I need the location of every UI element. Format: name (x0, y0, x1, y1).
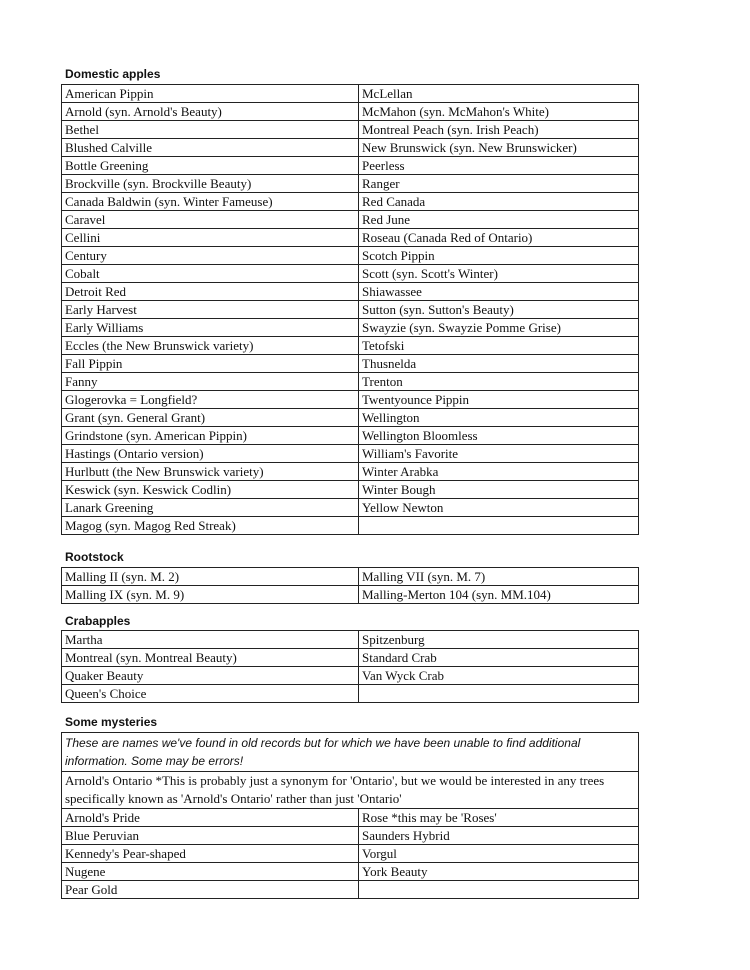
table-row (62, 863, 639, 881)
table-row (62, 85, 639, 103)
variety-cell-right: Standard Crab (359, 649, 639, 667)
variety-cell-left: Blue Peruvian (62, 827, 359, 845)
table-row (62, 265, 639, 283)
variety-cell-left: Cellini (62, 229, 359, 247)
variety-cell-right: Wellington Bloomless (359, 427, 639, 445)
variety-cell-right (359, 685, 639, 703)
variety-cell-left: Early Harvest (62, 301, 359, 319)
variety-cell-left: Hastings (Ontario version) (62, 445, 359, 463)
table-row (62, 139, 639, 157)
rootstock-rows (62, 568, 639, 604)
table-row (62, 319, 639, 337)
table-row (62, 103, 639, 121)
domestic-apples-rows (62, 85, 639, 535)
table-row (62, 409, 639, 427)
variety-cell-right: Malling VII (syn. M. 7) (359, 568, 639, 586)
variety-cell-left: Lanark Greening (62, 499, 359, 517)
table-row (62, 355, 639, 373)
table-row (62, 667, 639, 685)
table-row (62, 229, 639, 247)
variety-cell-left: Arnold's Pride (62, 809, 359, 827)
table-row (62, 373, 639, 391)
table-row (62, 193, 639, 211)
section-heading-some-mysteries: Some mysteries (65, 715, 158, 729)
variety-cell-left: Detroit Red (62, 283, 359, 301)
variety-cell-left: Cobalt (62, 265, 359, 283)
variety-cell-left: Keswick (syn. Keswick Codlin) (62, 481, 359, 499)
variety-cell-left: Fall Pippin (62, 355, 359, 373)
table-row (62, 427, 639, 445)
mysteries-wide-entry: Arnold's Ontario *This is probably just a synonym for 'Ontario', but we would be interested in any trees specifically known as 'Arnold's Ontario' rather than just 'Ontario' (62, 772, 639, 809)
variety-cell-left: American Pippin (62, 85, 359, 103)
variety-cell-left: Fanny (62, 373, 359, 391)
table-row (62, 685, 639, 703)
variety-cell-left: Arnold (syn. Arnold's Beauty) (62, 103, 359, 121)
variety-cell-right: Ranger (359, 175, 639, 193)
section-heading-rootstock: Rootstock (65, 550, 124, 564)
variety-cell-left: Nugene (62, 863, 359, 881)
variety-cell-left: Malling II (syn. M. 2) (62, 568, 359, 586)
mysteries-wide-row (62, 772, 639, 809)
variety-cell-right: York Beauty (359, 863, 639, 881)
table-row (62, 301, 639, 319)
variety-cell-left: Century (62, 247, 359, 265)
variety-cell-right: Wellington (359, 409, 639, 427)
table-row (62, 157, 639, 175)
variety-cell-left: Brockville (syn. Brockville Beauty) (62, 175, 359, 193)
variety-cell-right: Winter Arabka (359, 463, 639, 481)
table-row (62, 809, 639, 827)
variety-cell-right: Thusnelda (359, 355, 639, 373)
variety-cell-right: Saunders Hybrid (359, 827, 639, 845)
variety-cell-left: Grant (syn. General Grant) (62, 409, 359, 427)
variety-cell-right (359, 881, 639, 899)
table-row (62, 586, 639, 604)
variety-cell-right: Vorgul (359, 845, 639, 863)
variety-cell-right: Twentyounce Pippin (359, 391, 639, 409)
variety-cell-right: Spitzenburg (359, 631, 639, 649)
variety-cell-left: Malling IX (syn. M. 9) (62, 586, 359, 604)
table-row (62, 568, 639, 586)
variety-cell-right: Roseau (Canada Red of Ontario) (359, 229, 639, 247)
variety-cell-left: Magog (syn. Magog Red Streak) (62, 517, 359, 535)
variety-cell-left: Kennedy's Pear-shaped (62, 845, 359, 863)
variety-cell-right: McLellan (359, 85, 639, 103)
variety-cell-right: Trenton (359, 373, 639, 391)
table-row (62, 391, 639, 409)
variety-cell-left: Quaker Beauty (62, 667, 359, 685)
mysteries-rows (62, 733, 639, 899)
table-row (62, 881, 639, 899)
variety-cell-right: William's Favorite (359, 445, 639, 463)
section-heading-domestic-apples: Domestic apples (65, 67, 161, 81)
table-row (62, 649, 639, 667)
variety-cell-right: Sutton (syn. Sutton's Beauty) (359, 301, 639, 319)
variety-cell-right: Winter Bough (359, 481, 639, 499)
variety-cell-left: Montreal (syn. Montreal Beauty) (62, 649, 359, 667)
section-heading-crabapples: Crabapples (65, 614, 131, 628)
table-row (62, 827, 639, 845)
variety-cell-left: Bethel (62, 121, 359, 139)
variety-cell-left: Glogerovka = Longfield? (62, 391, 359, 409)
variety-cell-right: Tetofski (359, 337, 639, 355)
variety-cell-right: Montreal Peach (syn. Irish Peach) (359, 121, 639, 139)
variety-cell-left: Martha (62, 631, 359, 649)
variety-cell-left: Queen's Choice (62, 685, 359, 703)
variety-cell-left: Eccles (the New Brunswick variety) (62, 337, 359, 355)
table-row (62, 631, 639, 649)
table-row (62, 845, 639, 863)
table-row (62, 445, 639, 463)
table-row (62, 247, 639, 265)
table-row (62, 499, 639, 517)
table-row (62, 481, 639, 499)
variety-cell-right (359, 517, 639, 535)
table-row (62, 463, 639, 481)
variety-cell-right: Yellow Newton (359, 499, 639, 517)
variety-cell-right: Malling-Merton 104 (syn. MM.104) (359, 586, 639, 604)
crabapples-rows (62, 631, 639, 703)
variety-cell-right: Peerless (359, 157, 639, 175)
variety-cell-left: Caravel (62, 211, 359, 229)
table-row (62, 175, 639, 193)
variety-cell-right: Red June (359, 211, 639, 229)
variety-cell-right: Scott (syn. Scott's Winter) (359, 265, 639, 283)
mysteries-table (61, 732, 639, 899)
table-row (62, 283, 639, 301)
crabapples-table (61, 630, 639, 703)
domestic-apples-table (61, 84, 639, 535)
table-row (62, 121, 639, 139)
variety-cell-right: Swayzie (syn. Swayzie Pomme Grise) (359, 319, 639, 337)
variety-cell-right: Scotch Pippin (359, 247, 639, 265)
variety-cell-left: Bottle Greening (62, 157, 359, 175)
variety-cell-right: Shiawassee (359, 283, 639, 301)
table-row (62, 337, 639, 355)
variety-cell-left: Canada Baldwin (syn. Winter Fameuse) (62, 193, 359, 211)
variety-cell-right: Rose *this may be 'Roses' (359, 809, 639, 827)
variety-cell-left: Grindstone (syn. American Pippin) (62, 427, 359, 445)
variety-cell-right: New Brunswick (syn. New Brunswicker) (359, 139, 639, 157)
variety-cell-left: Blushed Calville (62, 139, 359, 157)
mysteries-note-row (62, 733, 639, 772)
variety-cell-left: Early Williams (62, 319, 359, 337)
variety-cell-right: Red Canada (359, 193, 639, 211)
table-row (62, 211, 639, 229)
rootstock-table (61, 567, 639, 604)
variety-cell-left: Pear Gold (62, 881, 359, 899)
variety-cell-right: Van Wyck Crab (359, 667, 639, 685)
variety-cell-left: Hurlbutt (the New Brunswick variety) (62, 463, 359, 481)
variety-cell-right: McMahon (syn. McMahon's White) (359, 103, 639, 121)
table-row (62, 517, 639, 535)
mysteries-note: These are names we've found in old records but for which we have been unable to find additional information. Some may be errors! (62, 733, 639, 772)
